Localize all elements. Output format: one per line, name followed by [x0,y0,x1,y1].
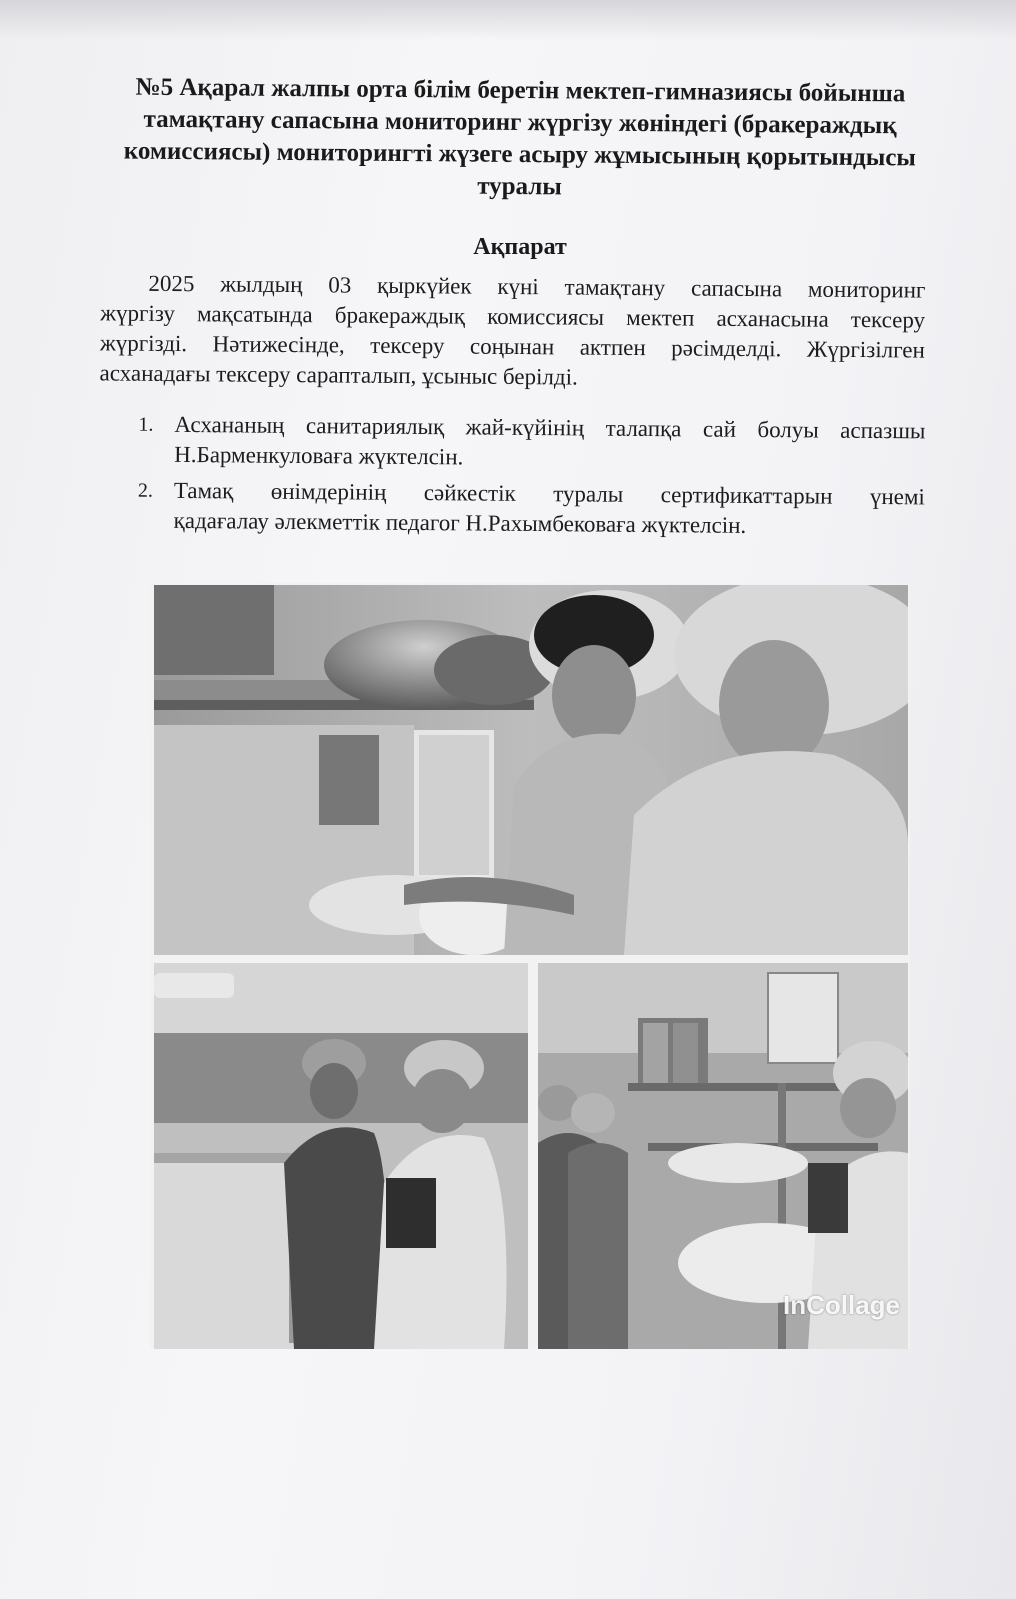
kitchen-inspection-photo-top [154,585,908,955]
list-item [138,410,925,477]
list-item-number: 2. [137,479,153,502]
title-line: туралы [477,172,563,201]
title-line: №5 Ақарал жалпы орта білім беретін мектеп-гимназиясы бойынша [135,73,906,108]
list-item-line: Н.Барменкуловаға жүктелсін. [174,441,464,470]
paragraph-line: 2025 жылдың 03 қыркүйек күні тамақтану сапасына мониторинг [148,270,926,303]
title-line: тамақтану сапасына мониторинг жүргізу жөніндегі (бракераждық [143,105,897,140]
list-item-line: қадағалау әлекметтік педагог Н.Рахымбековаға жүктелсін. [173,507,747,538]
list-item-line: Асхананың санитариялық жай-күйінің талапқа сай болуы аспазшы [174,411,926,444]
list-item-line: Тамақ өнімдерінің сәйкестік туралы сертификаттарын үнемі [173,477,925,510]
list-item-number: 1. [138,413,154,436]
paragraph-line: жүргізу мақсатында бракераждық комиссиясы мектеп асханасына тексеру [100,300,926,333]
document-title [109,71,930,206]
title-line: комиссиясы) мониторингті жүзеге асыру жұмысының қорытындысы [123,137,917,172]
kitchen-inspection-photo-bottom-right [538,963,908,1349]
recommendations-list [137,410,925,549]
incollage-watermark: InCollage [782,1290,900,1320]
paragraph-line: асханадағы тексеру сарапталып, ұсыныс берілді. [99,360,578,390]
page-shadow [0,0,1016,40]
body-paragraph [99,268,925,395]
list-item [137,476,924,543]
photo-collage [150,583,910,1349]
document-subtitle: Ақпарат [473,234,567,260]
kitchen-inspection-photo-bottom-left [154,963,528,1349]
paragraph-line: жүргізді. Нәтижесінде, тексеру соңынан актпен рәсімделді. Жүргізілген [99,330,925,363]
